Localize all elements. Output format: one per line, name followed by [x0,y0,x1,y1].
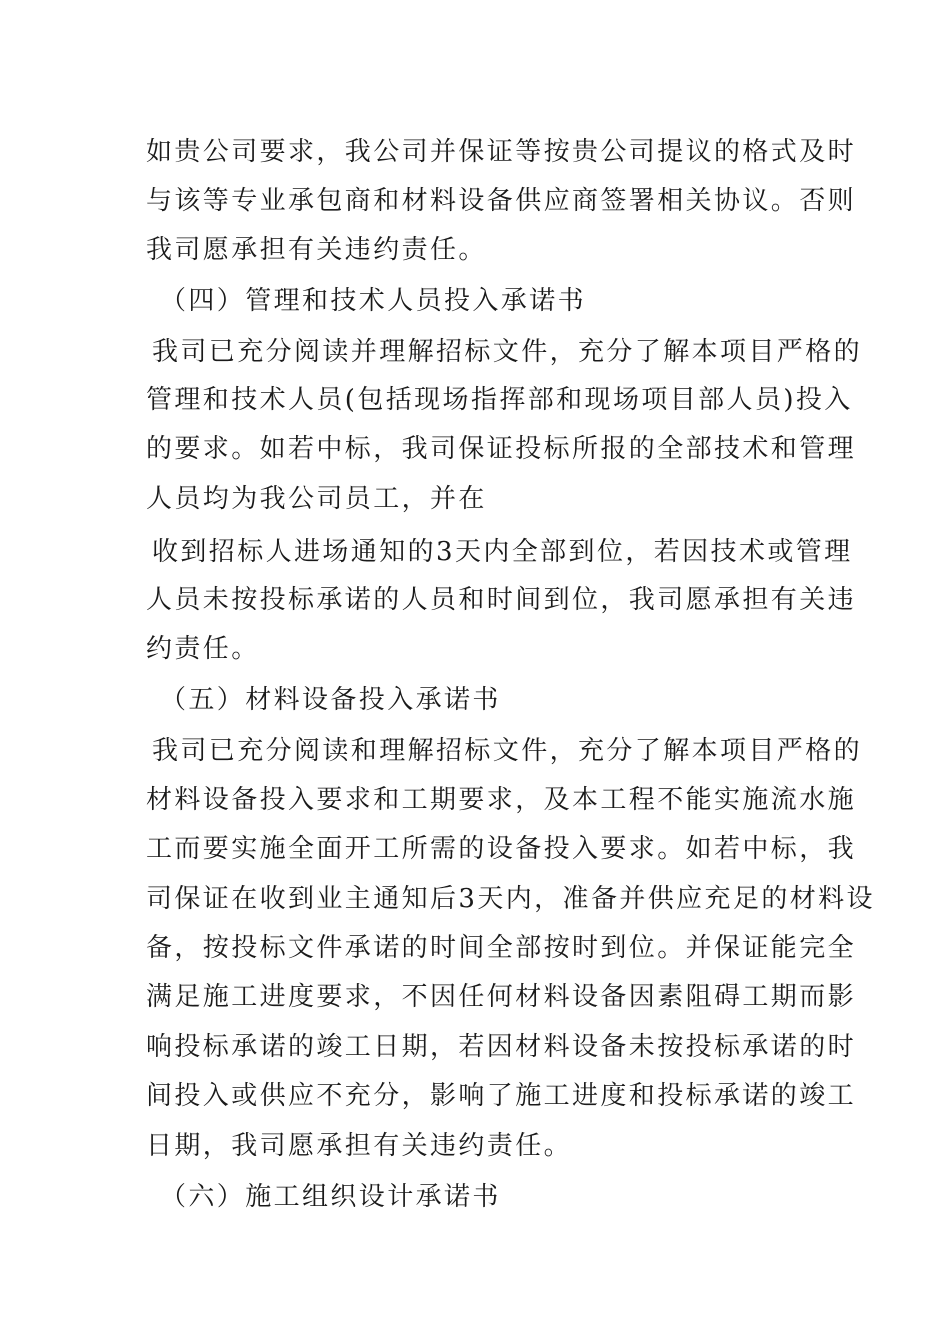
paragraph-line: 满足施工进度要求，不因任何材料设备因素阻碍工期而影 [146,982,857,1012]
paragraph-line: 我司已充分阅读和理解招标文件，充分了解本项目严格的 [152,736,863,766]
paragraph-line: 约责任。 [146,634,260,664]
paragraph-line: 间投入或供应不充分，影响了施工进度和投标承诺的竣工 [146,1081,857,1111]
paragraph-line: 材料设备投入要求和工期要求，及本工程不能实施流水施 [146,785,857,815]
section-heading-6: （六）施工组织设计承诺书 [160,1182,501,1212]
paragraph-line: 我司已充分阅读并理解招标文件，充分了解本项目严格的 [152,337,863,367]
paragraph-line: 备，按投标文件承诺的时间全部按时到位。并保证能完全 [146,933,857,963]
paragraph-line: 响投标承诺的竣工日期，若因材料设备未按投标承诺的时 [146,1032,857,1062]
paragraph-line: 的要求。如若中标，我司保证投标所报的全部技术和管理 [146,434,857,464]
paragraph-line: 司保证在收到业主通知后3天内，准备并供应充足的材料设 [146,884,875,914]
paragraph-line: 我司愿承担有关违约责任。 [146,235,487,265]
paragraph-line: 与该等专业承包商和材料设备供应商签署相关协议。否则 [146,186,857,216]
section-heading-5: （五）材料设备投入承诺书 [160,685,501,715]
section-heading-4: （四）管理和技术人员投入承诺书 [160,286,587,316]
paragraph-line: 工而要实施全面开工所需的设备投入要求。如若中标，我 [146,834,857,864]
paragraph-line: 人员未按投标承诺的人员和时间到位，我司愿承担有关违 [146,585,857,615]
paragraph-line: 人员均为我公司员工，并在 [146,484,487,514]
paragraph-line: 日期，我司愿承担有关违约责任。 [146,1131,573,1161]
paragraph-line: 管理和技术人员(包括现场指挥部和现场项目部人员)投入 [146,385,853,415]
paragraph-line: 收到招标人进场通知的3天内全部到位，若因技术或管理 [152,537,853,567]
paragraph-line: 如贵公司要求，我公司并保证等按贵公司提议的格式及时 [146,137,857,167]
